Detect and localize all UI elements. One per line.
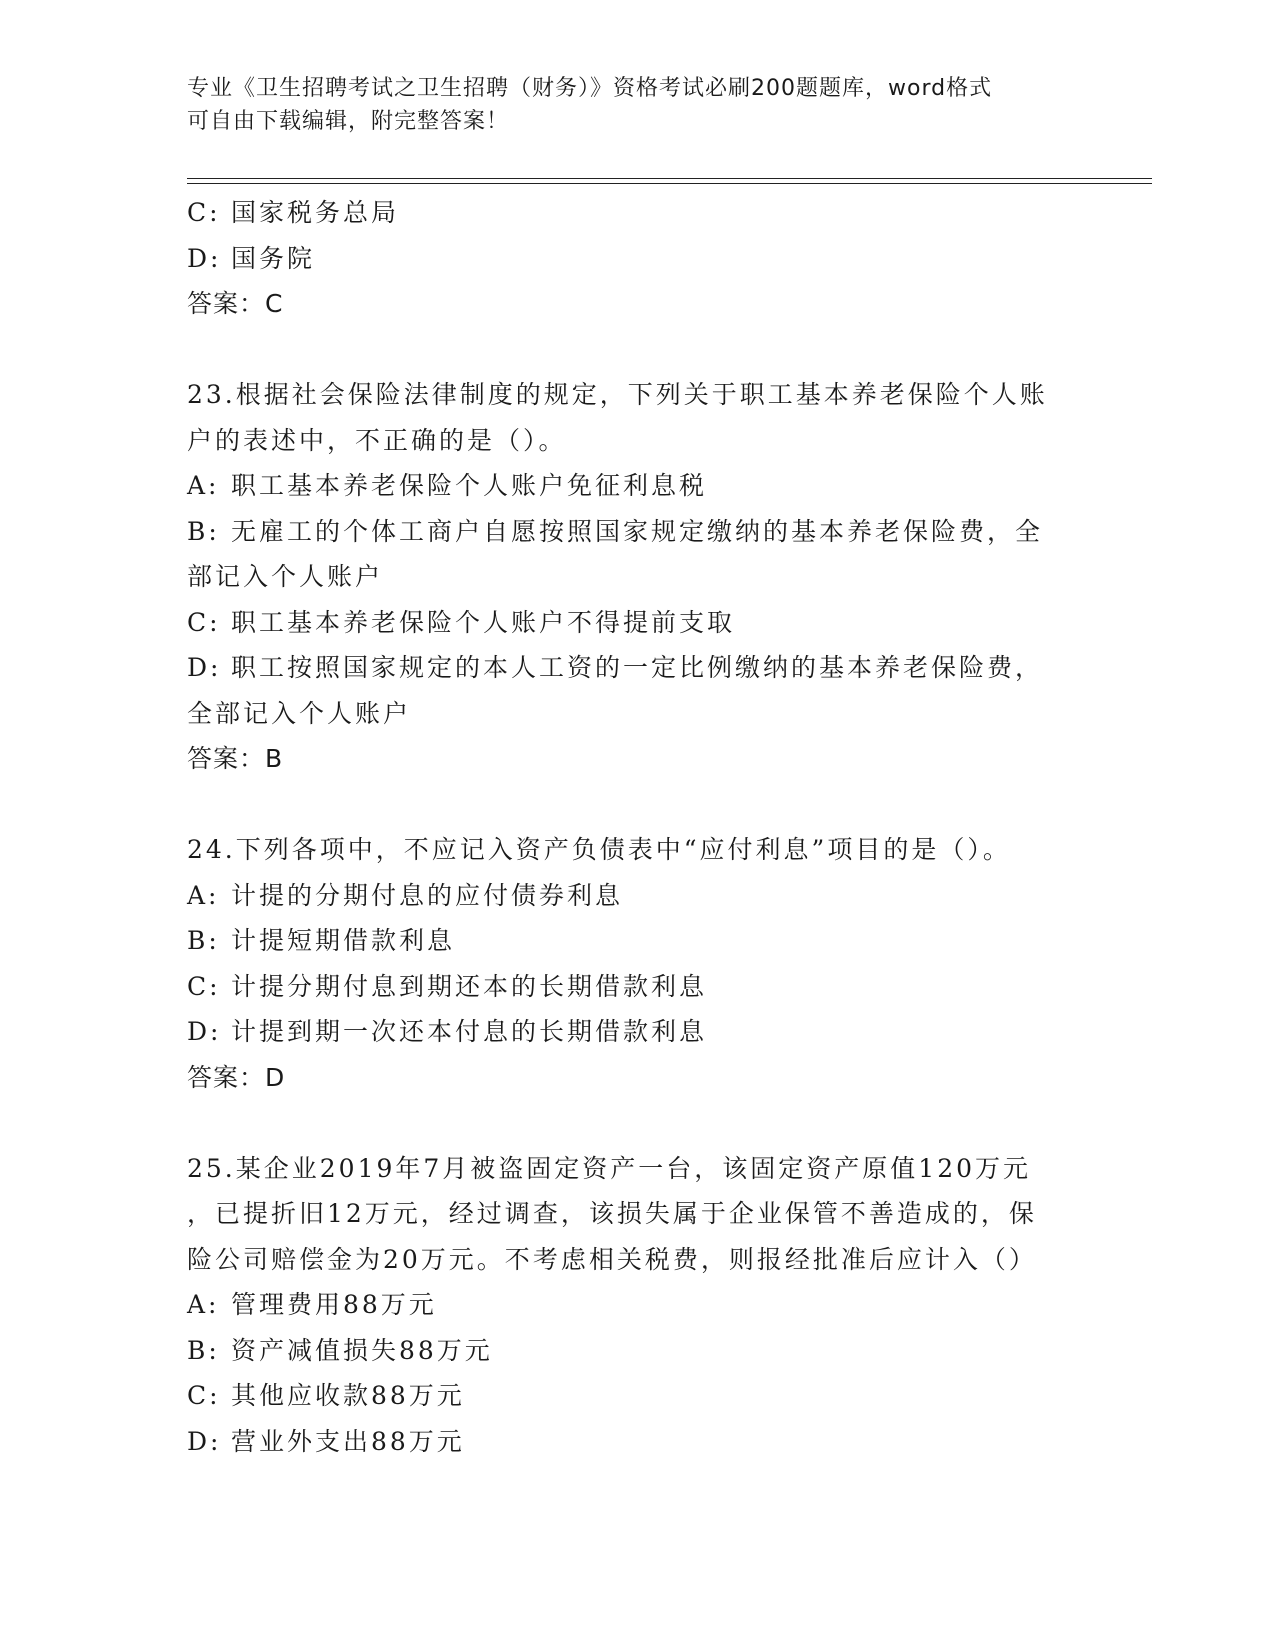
option-text: 计提的分期付息的应付债券利息 (231, 880, 624, 910)
option-text: 无雇工的个体工商户自愿按照国家规定缴纳的基本养老保险费，全 (231, 516, 1044, 546)
q23-answer: 答案：B (187, 744, 284, 773)
option-label: C: (187, 1381, 221, 1410)
option-label: D: (187, 243, 222, 273)
q24-option-a (187, 873, 1067, 919)
q25-stem-line-2: ，已提折旧12万元，经过调查，该损失属于企业保管不善造成的，保 (187, 1199, 1037, 1228)
q24-option-d (187, 1009, 1067, 1055)
q24-option-c (187, 964, 1067, 1010)
option-label: B: (187, 516, 220, 546)
spacer (187, 782, 1067, 828)
q25-option-d (187, 1419, 1067, 1465)
option-label: B: (187, 1335, 220, 1365)
option-label: D: (187, 1017, 222, 1046)
q25-stem-line-1: 25.某企业2019年7月被盗固定资产一台，该固定资产原值120万元 (187, 1153, 1032, 1183)
q24-answer: 答案：D (187, 1062, 286, 1092)
option-label: C: (187, 971, 221, 1001)
q23-option-c (187, 600, 1067, 646)
option-text: 计提到期一次还本付息的长期借款利息 (231, 1017, 708, 1046)
option-text: 职工基本养老保险个人账户不得提前支取 (231, 607, 736, 637)
option-label: A: (187, 880, 220, 910)
option-text: 国家税务总局 (231, 198, 400, 227)
header-divider-bottom (187, 183, 1152, 184)
q25-option-b (187, 1328, 1067, 1374)
option-text: 国务院 (231, 243, 316, 273)
option-text: 职工基本养老保险个人账户免征利息税 (231, 471, 708, 500)
document-header (187, 72, 1067, 138)
q22-option-c (187, 190, 1067, 236)
q24-stem-line-1: 24.下列各项中，不应记入资产负债表中“应付利息”项目的是（）。 (187, 835, 1011, 864)
option-text: 计提分期付息到期还本的长期借款利息 (231, 971, 708, 1001)
option-label: B: (187, 926, 220, 955)
option-text: 其他应收款88万元 (231, 1381, 465, 1410)
q23-option-b (187, 509, 1067, 555)
option-text: 营业外支出88万元 (231, 1426, 465, 1456)
header-line-2: 可自由下载编辑，附完整答案！ (187, 109, 510, 134)
q23-option-d (187, 645, 1067, 691)
header-line-1: 专业《卫生招聘考试之卫生招聘（财务）》资格考试必刷200题题库，word格式 (187, 76, 993, 101)
q22-option-d (187, 236, 1067, 282)
q23-option-a (187, 463, 1067, 509)
header-divider-top (187, 178, 1152, 179)
option-label: C: (187, 607, 221, 637)
q23-stem-line-1: 23.根据社会保险法律制度的规定，下列关于职工基本养老保险个人账 (187, 380, 1048, 409)
option-label: D: (187, 653, 222, 682)
q22-answer: 答案：C (187, 289, 284, 318)
option-text: 资产减值损失88万元 (231, 1335, 493, 1365)
option-text: 管理费用88万元 (231, 1290, 437, 1319)
option-label: A: (187, 471, 220, 500)
spacer (187, 327, 1067, 373)
q25-option-a (187, 1282, 1067, 1328)
q23-stem-line-2: 户的表述中，不正确的是（）。 (187, 425, 567, 455)
question-content (187, 190, 1067, 1464)
q25-option-c (187, 1373, 1067, 1419)
option-label: A: (187, 1290, 220, 1319)
option-text: 计提短期借款利息 (231, 926, 456, 955)
spacer (187, 1100, 1067, 1146)
q25-stem-line-3: 险公司赔偿金为20万元。不考虑相关税费，则报经批准后应计入（） (187, 1244, 1037, 1274)
q23-option-b-cont: 部记入个人账户 (187, 562, 384, 591)
q23-option-d-cont: 全部记入个人账户 (187, 698, 412, 728)
option-label: D: (187, 1426, 222, 1456)
option-text: 职工按照国家规定的本人工资的一定比例缴纳的基本养老保险费， (231, 653, 1044, 682)
option-label: C: (187, 198, 221, 227)
q24-option-b (187, 918, 1067, 964)
